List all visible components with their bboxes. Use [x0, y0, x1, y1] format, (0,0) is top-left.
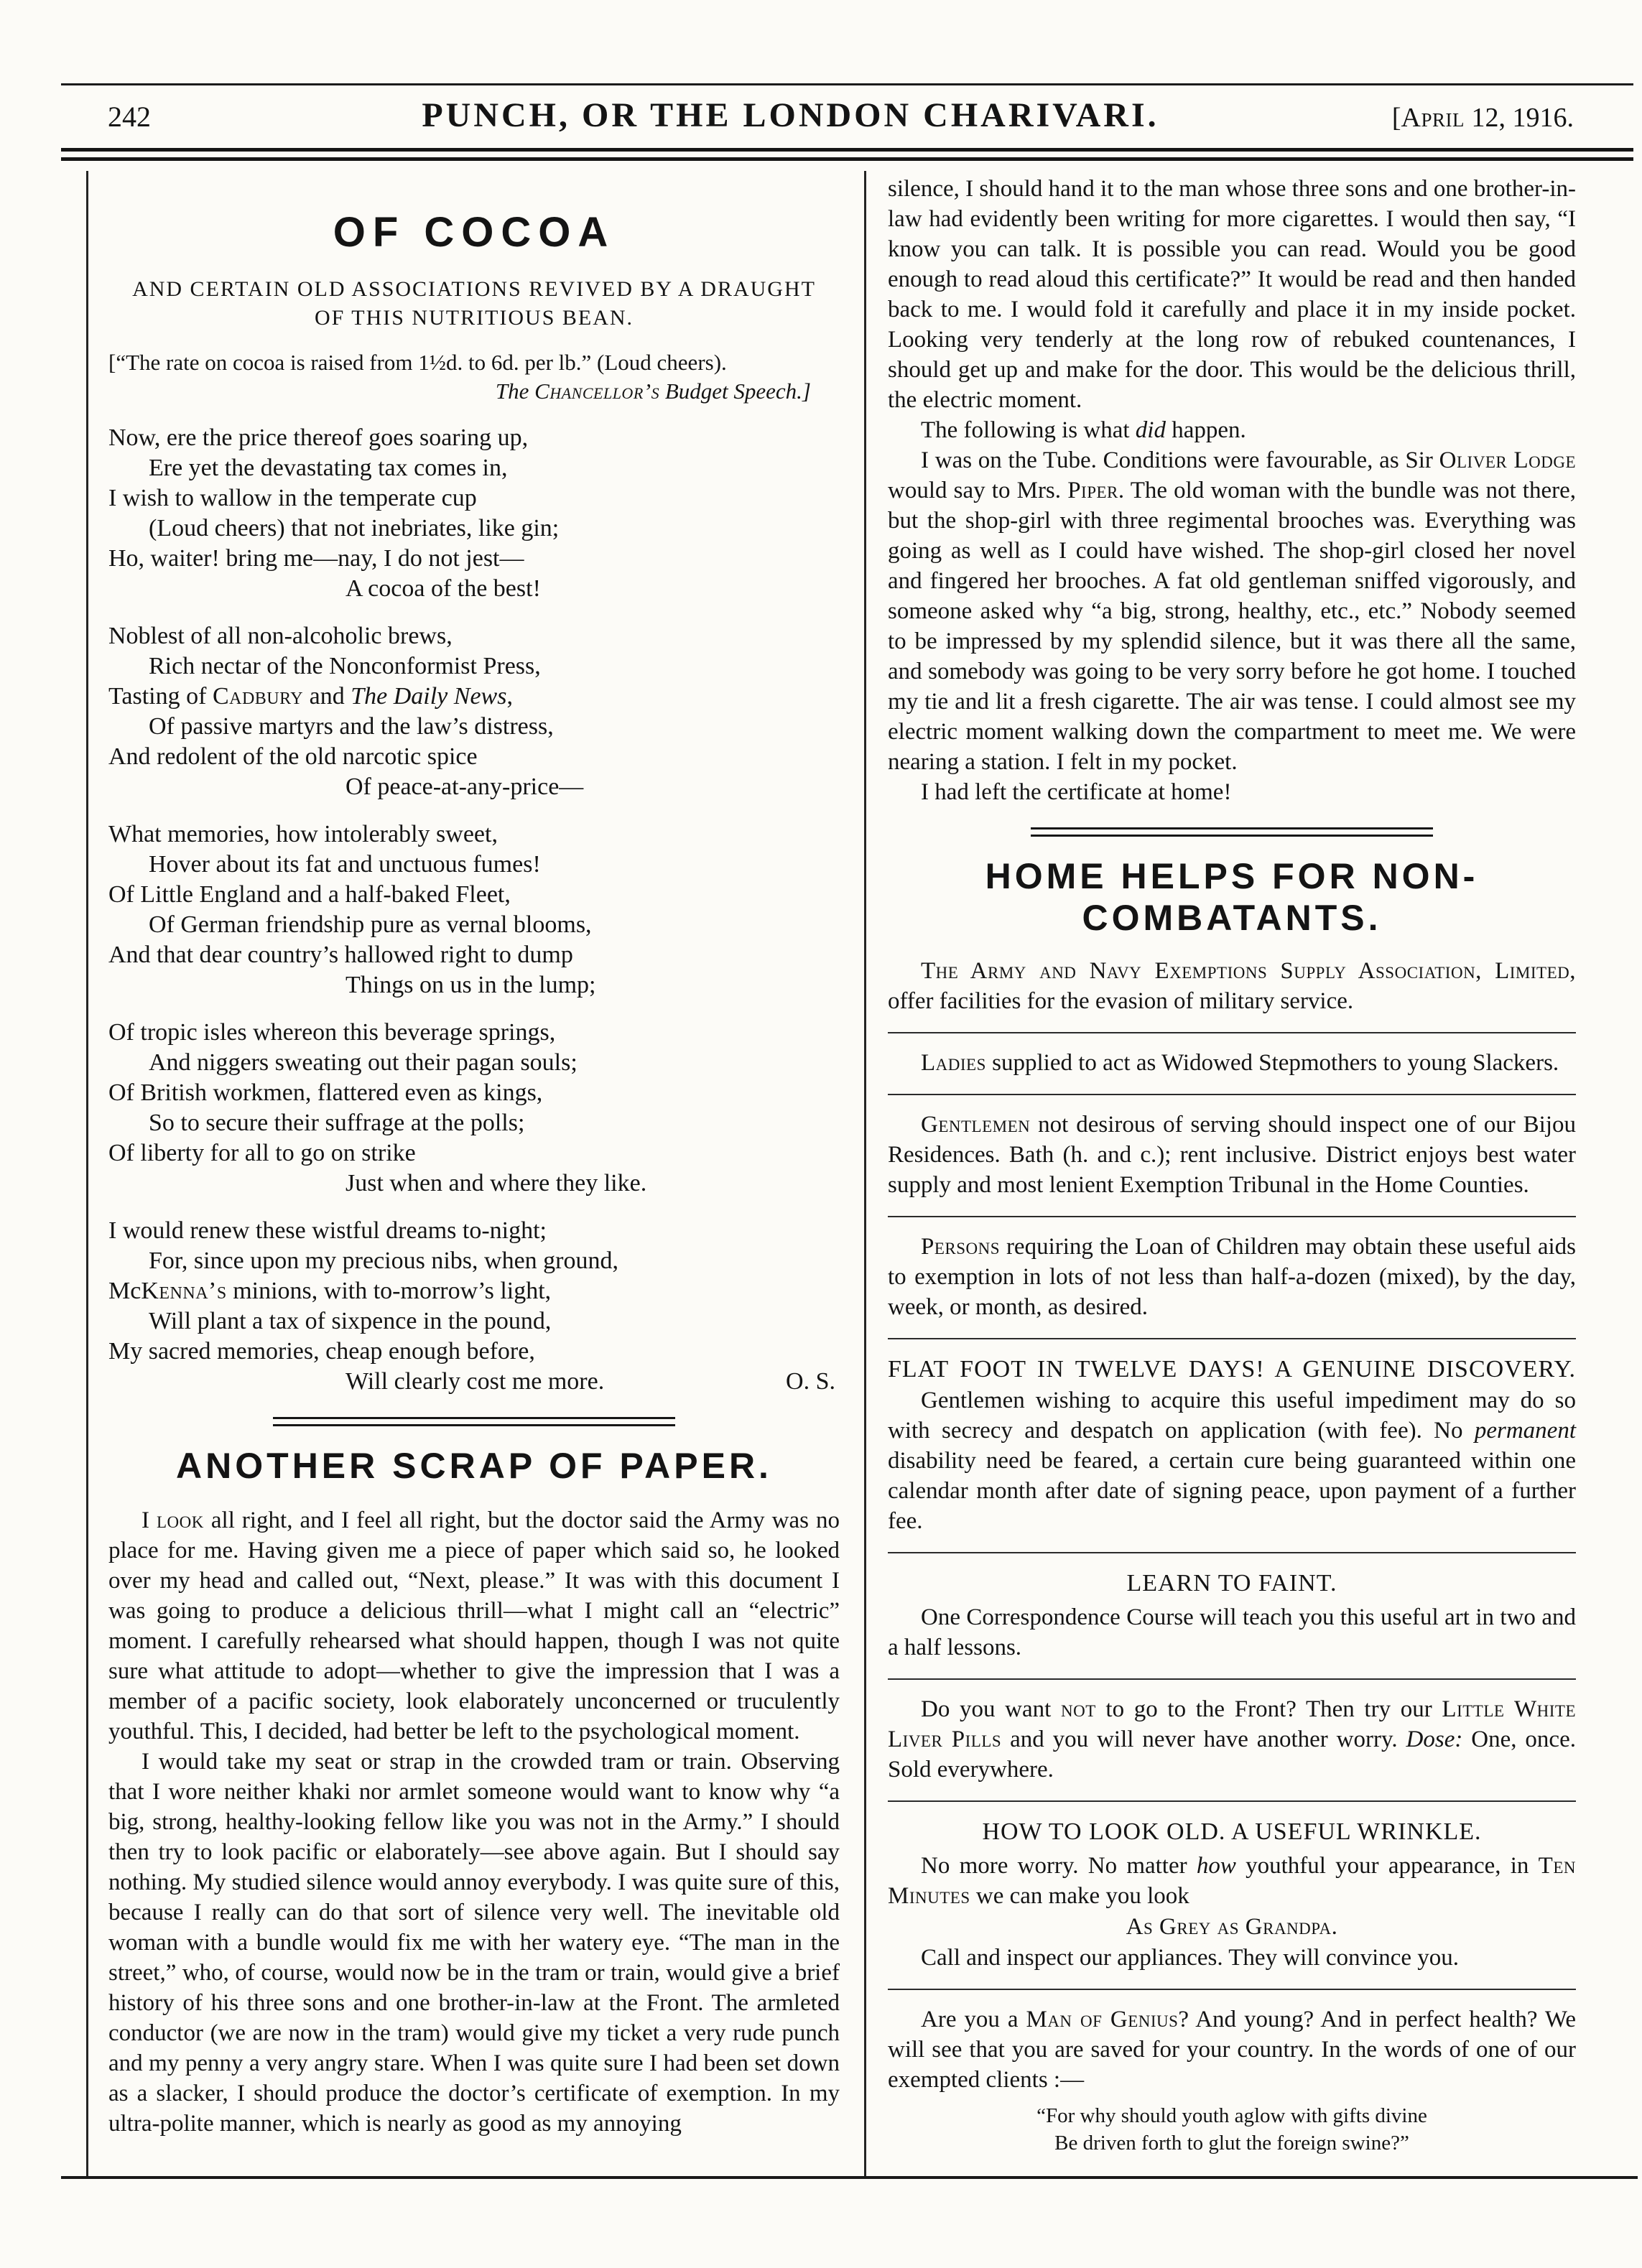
- section-separator-double-rule: [273, 1417, 675, 1426]
- home-helps-intro: The Army and Navy Exemptions Supply Association, Limited, offer facilities for the evasion of military service.: [888, 958, 1576, 1014]
- article-subtitle-line1: AND CERTAIN OLD ASSOCIATIONS REVIVED BY A DRAUGHT: [132, 277, 816, 301]
- ad-body: Ladies supplied to act as Widowed Stepmothers to young Slackers.: [921, 1050, 1559, 1076]
- poem-line: Of British workmen, flattered even as kings,: [108, 1079, 543, 1106]
- poem-line: Of peace-at-any-price—: [345, 773, 584, 800]
- poem-line: A cocoa of the best!: [345, 575, 541, 602]
- classified-ad-loan-of-children: [888, 1232, 1576, 1322]
- ad-divider-rule: [888, 1094, 1576, 1095]
- header-top-rule: [61, 83, 1633, 85]
- ad-quote-line: “For why should youth aglow with gifts divine: [1036, 2104, 1427, 2127]
- poem-line: Of tropic isles whereon this beverage springs,: [108, 1019, 556, 1046]
- page-number: 242: [108, 101, 151, 133]
- article-paragraph-continuation: silence, I should hand it to the man whose three sons and one brother-in-law had evidently been writing for more cigarettes. I would then say, “I know you can talk. It is possible you can read. Would you be good enough to read aloud this certificate?” It would be read and then handed back to me. I would fold it carefully and place it in my inside pocket. Looking very tenderly at the long row of rebuked countenances, I should get up and make for the door. This would be the delicious thrill, the electric moment.: [888, 176, 1576, 413]
- article-paragraph: I would take my seat or strap in the crowded tram or train. Observing that I wore neither khaki nor armlet someone would want to know why “a big, strong, healthy-looking fellow like you was not in the Army.” I should then try to look pacific or elaborately—see above again. But I should say nothing. My studied silence would annoy everybody. I was quite sure of this, because I really can do that sort of silence very well. The inevitable old woman with a bundle would fix me with her watery eye. “The man in the street,” who, of course, would now be in the tram or train, would give a brief history of his three sons and one brother-in-law at the Front. The armleted conductor (we are now in the tram) would give my ticket a very rude punch and my penny a very angry stare. When I was quite sure I had been set down as a slacker, I should produce the doctor’s certificate of exemption. In my ultra-polite manner, which is nearly as good as my annoying: [108, 1749, 840, 2137]
- poem-line: So to secure their suffrage at the polls;: [149, 1110, 525, 1136]
- article-subtitle-line2: OF THIS NUTRITIOUS BEAN.: [314, 306, 634, 330]
- issue-date: [April 12, 1916.: [1391, 103, 1574, 133]
- poem-line: I would renew these wistful dreams to-night;: [108, 1217, 547, 1244]
- poem-line: Just when and where they like.: [345, 1170, 647, 1196]
- poem-line: And that dear country’s hallowed right to dump: [108, 942, 573, 968]
- ad-divider-rule: [888, 1678, 1576, 1680]
- ad-display-line: As Grey as Grandpa.: [1126, 1914, 1338, 1940]
- poem-line: Of Little England and a half-baked Fleet,: [108, 881, 511, 908]
- page-header: [108, 96, 1574, 135]
- article-title-another-scrap: ANOTHER SCRAP OF PAPER.: [176, 1446, 772, 1486]
- ad-divider-rule: [888, 1338, 1576, 1339]
- poem-line: McKenna’s minions, with to-morrow’s light,: [108, 1278, 552, 1304]
- classified-ad-bijou-residences: [888, 1110, 1576, 1200]
- poem-line: Rich nectar of the Nonconformist Press,: [149, 653, 541, 679]
- ad-body: Do you want not to go to the Front? Then try our Little White Liver Pills and you will never have another worry. Dose: One, once. Sold everywhere.: [888, 1696, 1577, 1783]
- article-paragraph: The following is what did happen.: [921, 417, 1246, 443]
- masthead-title: PUNCH, OR THE LONDON CHARIVARI.: [422, 96, 1159, 134]
- ad-headline: FLAT FOOT IN TWELVE DAYS! A GENUINE DISCOVERY.: [888, 1356, 1576, 1382]
- poem-line: Ere yet the devastating tax comes in,: [149, 455, 508, 481]
- ad-headline: HOW TO LOOK OLD. A USEFUL WRINKLE.: [982, 1818, 1482, 1845]
- ad-quote-line: Be driven forth to glut the foreign swine?”: [1054, 2132, 1409, 2155]
- article-paragraph: I had left the certificate at home!: [921, 779, 1232, 805]
- epigraph-quote: [“The rate on cocoa is raised from 1½d. to 6d. per lb.” (Loud cheers).: [108, 350, 727, 375]
- ad-divider-rule: [888, 1800, 1576, 1802]
- author-signature: O. S.: [786, 1368, 835, 1395]
- poem-line: I wish to wallow in the temperate cup: [108, 485, 477, 511]
- poem-line: Things on us in the lump;: [345, 972, 596, 998]
- poem-stanza-3: [108, 819, 840, 1000]
- ad-body: One Correspondence Course will teach you this useful art in two and a half lessons.: [888, 1604, 1576, 1660]
- poem-stanza-5: [108, 1216, 840, 1397]
- poem-line: Now, ere the price thereof goes soaring up,: [108, 424, 529, 451]
- poem-line: What memories, how intolerably sweet,: [108, 821, 498, 847]
- classified-ad-flat-foot: [888, 1354, 1576, 1536]
- epigraph-source: The Chancellor’s Budget Speech.]: [495, 378, 811, 404]
- classified-ad-man-of-genius: [888, 2004, 1576, 2157]
- poem-line: Of German friendship pure as vernal blooms,: [149, 911, 592, 938]
- ad-body: Persons requiring the Loan of Children may obtain these useful aids to exemption in lots of not less than half-a-dozen (mixed), by the day, week, or month, as desired.: [888, 1234, 1576, 1320]
- ad-body: Are you a Man of Genius? And young? And in perfect health? We will see that you are saved for your country. In the words of one of our exempted clients :—: [888, 2007, 1577, 2093]
- poem-line: Tasting of Cadbury and The Daily News,: [108, 683, 513, 710]
- classified-ad-stepmothers: [888, 1048, 1576, 1078]
- ad-divider-rule: [888, 1989, 1576, 1990]
- poem-line: Will clearly cost me more.: [345, 1368, 605, 1395]
- ad-divider-rule: [888, 1552, 1576, 1553]
- poem-line: For, since upon my precious nibs, when ground,: [149, 1247, 619, 1274]
- right-column: [864, 171, 1577, 2176]
- classified-ad-look-old: [888, 1816, 1576, 1973]
- poem-line: Ho, waiter! bring me—nay, I do not jest—: [108, 545, 524, 572]
- poem-stanza-4: [108, 1018, 840, 1199]
- poem-line: And redolent of the old narcotic spice: [108, 743, 478, 770]
- poem-line: Noblest of all non-alcoholic brews,: [108, 623, 453, 649]
- poem-line-with-signature: [108, 1367, 840, 1397]
- ad-body: Gentlemen not desirous of serving should inspect one of our Bijou Residences. Bath (h. and c.); rent inclusive. District enjoys best water supply and most lenient Exemption Tribunal in the Home Counties.: [888, 1112, 1576, 1198]
- ad-headline: LEARN TO FAINT.: [1126, 1570, 1337, 1597]
- content-columns: [86, 171, 1577, 2176]
- header-double-rule: [61, 148, 1633, 161]
- classified-ad-liver-pills: [888, 1694, 1576, 1785]
- poem-stanza-2: [108, 621, 840, 802]
- page-bottom-rule: [61, 2176, 1638, 2179]
- poem-line: My sacred memories, cheap enough before,: [108, 1338, 535, 1365]
- poem-line: Of liberty for all to go on strike: [108, 1140, 416, 1166]
- article-paragraph: I was on the Tube. Conditions were favourable, as Sir Oliver Lodge would say to Mrs. Piper. The old woman with the bundle was not there, but the shop-girl with three regimental brooches was. Everything was going as well as I could have wished. The shop-girl closed her novel and fingered her brooches. A fat old gentleman sniffed vigorously, and someone asked why “a big, strong, healthy, etc., etc.” Nobody seemed to be impressed by my splendid silence, but it was there all the same, and somebody was going to be very sorry before he got home. I touched my tie and lit a fresh cigarette. The air was tense. I could almost see my electric moment walking down the compartment to meet me. We were nearing a station. I felt in my pocket.: [888, 447, 1576, 775]
- ad-divider-rule: [888, 1032, 1576, 1033]
- section-separator-double-rule: [1031, 827, 1433, 837]
- article-paragraph: I look all right, and I feel all right, but the doctor said the Army was no place for me. Having given me a piece of paper which said so, he looked over my head and called out, “Next, please.” It was with this document I was going to produce a delicious thrill—what I might call an “electric” moment. I carefully rehearsed what should happen, though I was not quite sure what attitude to adopt—whether to give the impression that I was a member of a pacific society, look elaborately unconcerned or truculently youthful. This, I decided, had better be left to the psychological moment.: [108, 1507, 840, 1744]
- poem-line: Will plant a tax of sixpence in the pound,: [149, 1308, 552, 1334]
- poem-stanza-1: [108, 423, 840, 604]
- poem-line: Hover about its fat and unctuous fumes!: [149, 851, 541, 878]
- ad-body: No more worry. No matter how youthful your appearance, in Ten Minutes we can make you look: [888, 1853, 1576, 1909]
- article-title-home-helps: HOME HELPS FOR NON-COMBATANTS.: [985, 856, 1479, 938]
- poem-line: And niggers sweating out their pagan souls;: [149, 1049, 578, 1076]
- left-column: [86, 171, 864, 2176]
- article-title-of-cocoa: OF COCOA: [333, 209, 616, 256]
- ad-body: Gentlemen wishing to acquire this useful impediment may do so with secrecy and despatch on application (with fee). No permanent disability need be feared, a certain cure being guaranteed within one calendar month after date of signing peace, upon payment of a further fee.: [888, 1388, 1576, 1534]
- poem-line: Of passive martyrs and the law’s distress,: [149, 713, 554, 740]
- poem-line: (Loud cheers) that not inebriates, like gin;: [149, 515, 560, 542]
- ad-closing-line: Call and inspect our appliances. They will convince you.: [921, 1945, 1460, 1971]
- classified-ad-learn-to-faint: [888, 1568, 1576, 1663]
- ad-divider-rule: [888, 1216, 1576, 1217]
